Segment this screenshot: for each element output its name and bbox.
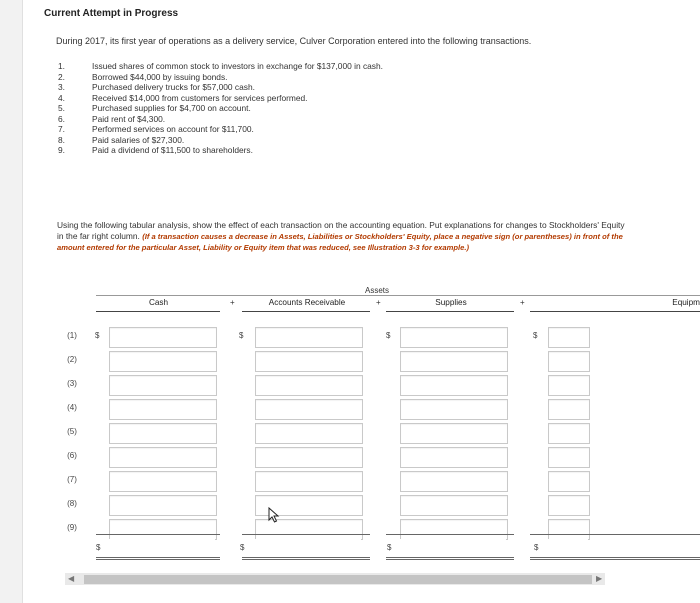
cash-input-row-3[interactable] (109, 375, 217, 396)
equipment-input-row-4[interactable] (548, 399, 590, 420)
cash-input-row-4[interactable] (109, 399, 217, 420)
row-label: (8) (67, 499, 77, 508)
column-rule (386, 311, 514, 312)
supplies-input-row-7[interactable] (400, 471, 508, 492)
list-item: 7. Performed services on account for $11,700. (58, 124, 254, 134)
accounts-receivable-input-row-4[interactable] (255, 399, 363, 420)
dollar-sign: $ (387, 543, 392, 552)
plus-sign: + (230, 298, 235, 307)
equipment-input-row-1[interactable] (548, 327, 590, 348)
column-header-accounts-receivable: Accounts Receivable (268, 298, 346, 307)
subtotal-rule (96, 534, 220, 535)
subtotal-rule (386, 534, 514, 535)
column-rule (96, 311, 220, 312)
dollar-sign: $ (95, 331, 100, 340)
dollar-sign: $ (534, 543, 539, 552)
dollar-sign: $ (96, 543, 101, 552)
cash-input-row-8[interactable] (109, 495, 217, 516)
problem-intro: During 2017, its first year of operations as a delivery service, Culver Corporation entered into the following transactions. (56, 36, 532, 46)
supplies-input-row-3[interactable] (400, 375, 508, 396)
accounts-receivable-input-row-7[interactable] (255, 471, 363, 492)
equipment-input-row-3[interactable] (548, 375, 590, 396)
list-item: 2. Borrowed $44,000 by issuing bonds. (58, 71, 228, 82)
accounts-receivable-input-row-3[interactable] (255, 375, 363, 396)
list-item: 5. Purchased supplies for $4,700 on account. (58, 103, 251, 113)
equipment-input-row-5[interactable] (548, 423, 590, 444)
cash-input-row-7[interactable] (109, 471, 217, 492)
row-label: (3) (67, 379, 77, 388)
list-item: 3. Purchased delivery trucks for $57,000 cash. (58, 82, 255, 92)
subtotal-rule (530, 534, 700, 535)
supplies-input-row-8[interactable] (400, 495, 508, 516)
accounts-receivable-input-row-6[interactable] (255, 447, 363, 468)
equipment-input-row-9[interactable] (548, 519, 590, 540)
equipment-input-row-7[interactable] (548, 471, 590, 492)
cash-input-row-1[interactable] (109, 327, 217, 348)
assets-divider (96, 295, 700, 296)
dollar-sign: $ (239, 331, 244, 340)
total-double-rule (242, 557, 370, 560)
accounts-receivable-input-row-1[interactable] (255, 327, 363, 348)
column-rule (530, 311, 700, 312)
column-header-equipment: Equipm (672, 298, 700, 307)
equipment-total-input[interactable] (548, 539, 588, 558)
dollar-sign: $ (533, 331, 538, 340)
row-label: (4) (67, 403, 77, 412)
list-item: 9. Paid a dividend of $11,500 to shareholders. (58, 145, 253, 155)
column-header-cash: Cash (148, 298, 169, 307)
supplies-input-row-2[interactable] (400, 351, 508, 372)
equipment-input-row-2[interactable] (548, 351, 590, 372)
scroll-left-arrow-icon[interactable]: ◀ (68, 574, 75, 583)
accounts-receivable-input-row-2[interactable] (255, 351, 363, 372)
list-item: 8. Paid salaries of $27,300. (58, 134, 185, 145)
dollar-sign: $ (386, 331, 391, 340)
total-double-rule (96, 557, 220, 560)
row-label: (1) (67, 331, 77, 340)
cash-input-row-5[interactable] (109, 423, 217, 444)
row-label: (5) (67, 427, 77, 436)
supplies-total-input[interactable] (400, 539, 506, 558)
total-double-rule (386, 557, 514, 560)
mouse-cursor-icon (268, 507, 280, 523)
plus-sign: + (520, 298, 525, 307)
list-item: 6. Paid rent of $4,300. (58, 113, 166, 124)
instructions-text: Using the following tabular analysis, show the effect of each transaction on the accounting equation. Put explanations for changes to Stockholders' Equity in the far right column. (57, 220, 625, 241)
total-double-rule (530, 557, 700, 560)
scrollbar-thumb[interactable] (84, 575, 592, 584)
assets-label: Assets (365, 286, 390, 295)
scroll-right-arrow-icon[interactable]: ▶ (596, 574, 603, 583)
list-item: 4. Received $14,000 from customers for services performed. (58, 92, 308, 103)
subtotal-rule (242, 534, 370, 535)
supplies-input-row-9[interactable] (400, 519, 508, 540)
column-header-supplies: Supplies (435, 298, 467, 307)
row-label: (7) (67, 475, 77, 484)
accounts-receivable-total-input[interactable] (255, 539, 361, 558)
instructions-note: (If a transaction causes a decrease in Assets, Liabilities or Stockholders' Equity, place a negative sign (or parentheses) in front of the amount entered for the particular Asset, Liability or Equity item that was reduced, see Illustration 3-3 for example.) (57, 231, 623, 252)
supplies-input-row-1[interactable] (400, 327, 508, 348)
cash-input-row-6[interactable] (109, 447, 217, 468)
cash-total-input[interactable] (109, 539, 215, 558)
cash-input-row-2[interactable] (109, 351, 217, 372)
supplies-input-row-4[interactable] (400, 399, 508, 420)
cash-input-row-9[interactable] (109, 519, 217, 540)
supplies-input-row-6[interactable] (400, 447, 508, 468)
row-label: (2) (67, 355, 77, 364)
row-label: (6) (67, 451, 77, 460)
accounts-receivable-input-row-5[interactable] (255, 423, 363, 444)
dollar-sign: $ (240, 543, 245, 552)
list-item: 1. Issued shares of common stock to investors in exchange for $137,000 in cash. (58, 61, 383, 71)
plus-sign: + (376, 298, 381, 307)
attempt-status: Current Attempt in Progress (44, 8, 179, 19)
equipment-input-row-8[interactable] (548, 495, 590, 516)
supplies-input-row-5[interactable] (400, 423, 508, 444)
row-label: (9) (67, 523, 77, 532)
column-rule (242, 311, 370, 312)
equipment-input-row-6[interactable] (548, 447, 590, 468)
